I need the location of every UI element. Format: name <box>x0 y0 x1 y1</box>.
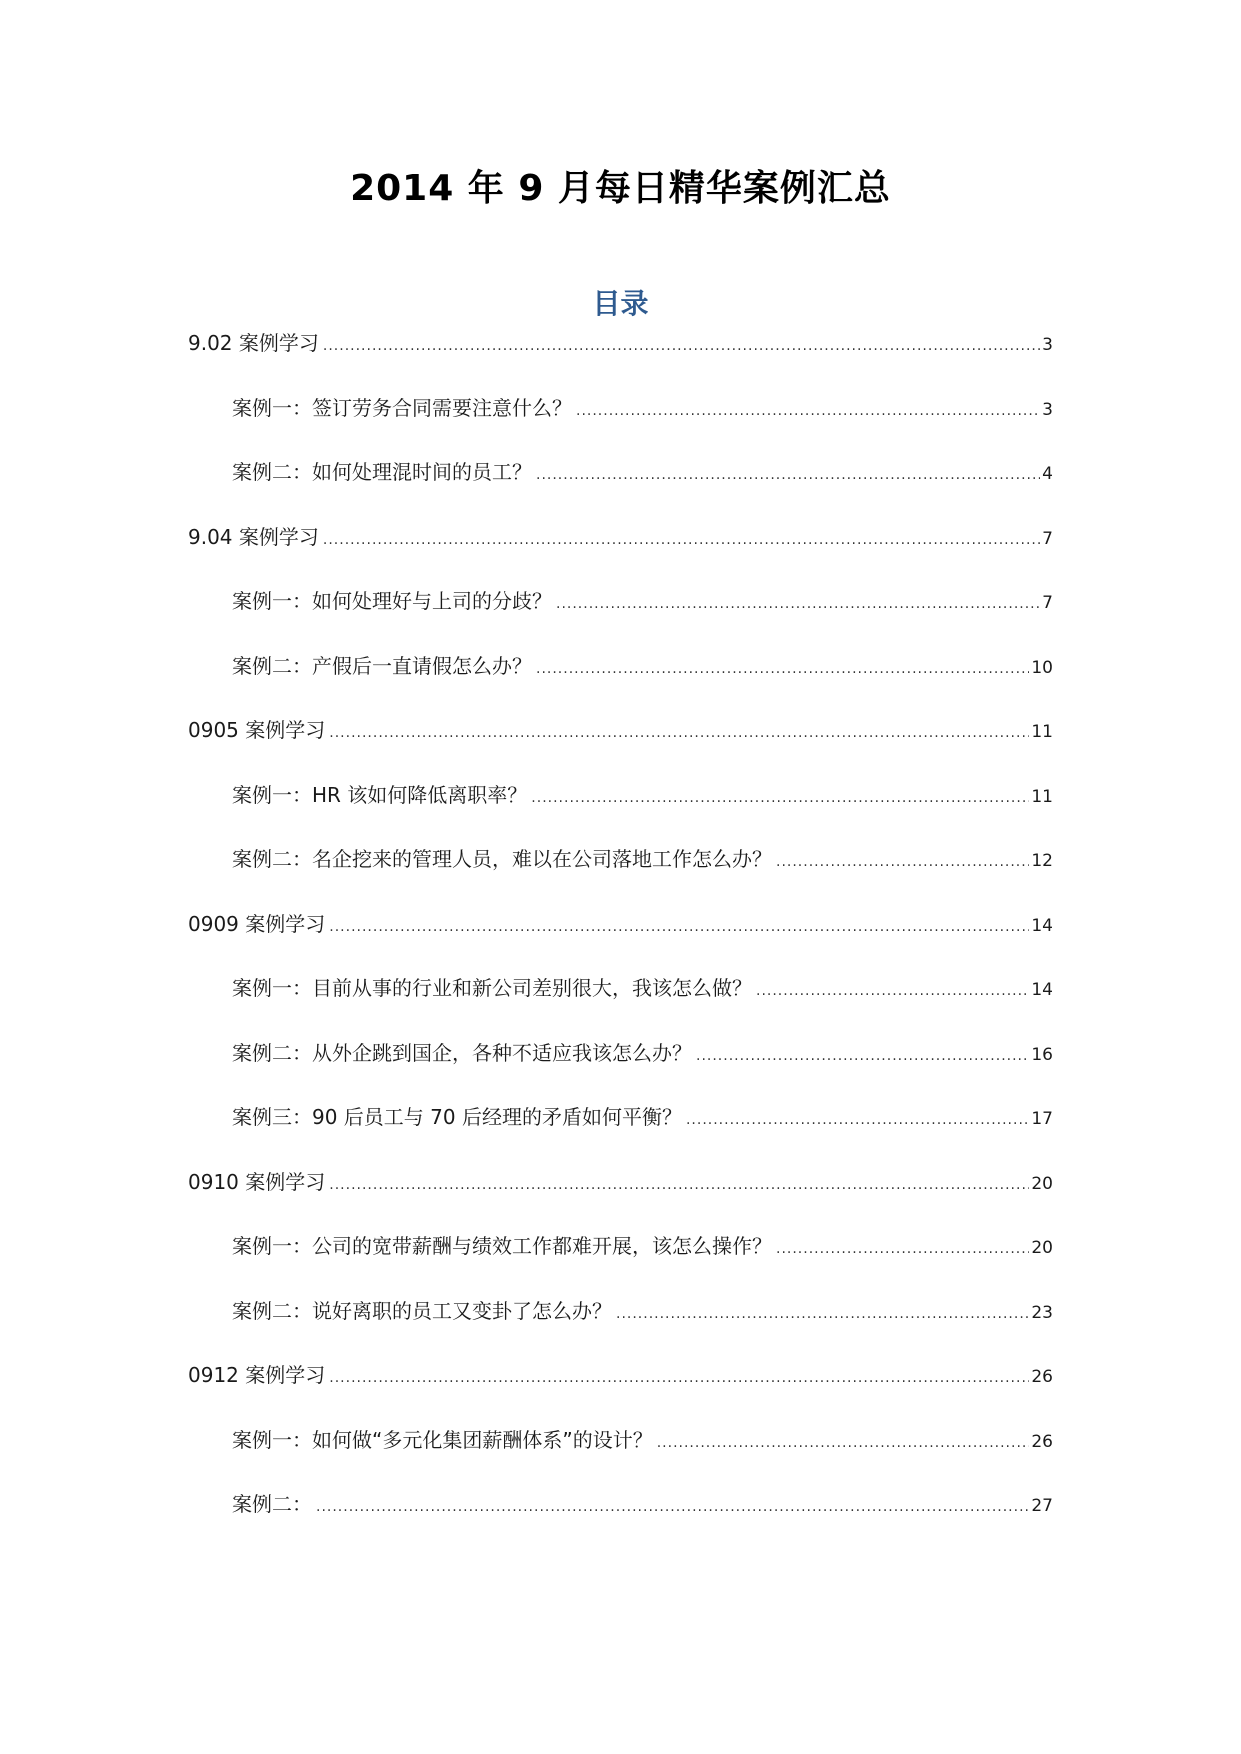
toc-entry-label: 9.02 案例学习 <box>188 331 319 355</box>
toc-dot-leader <box>323 526 1040 554</box>
toc-case-entry[interactable] <box>232 1490 1053 1518</box>
toc-page-number: 17 <box>1031 1109 1053 1129</box>
toc-entry-label: 案例一：如何处理好与上司的分歧？ <box>232 589 552 613</box>
toc-case-entry[interactable] <box>232 587 1053 615</box>
toc-dot-leader <box>686 1106 1029 1134</box>
toc-page-number: 7 <box>1042 593 1053 613</box>
toc-dot-leader <box>536 655 1029 683</box>
toc-page-number: 23 <box>1031 1302 1053 1323</box>
toc-entry-label: 案例二：名企挖来的管理人员，难以在公司落地工作怎么办？ <box>232 847 772 871</box>
toc-section-entry[interactable] <box>188 523 1053 551</box>
toc-section-entry[interactable] <box>188 910 1053 938</box>
toc-entry-label: 案例二： <box>232 1492 312 1516</box>
toc-dot-leader <box>776 848 1029 876</box>
toc-dot-leader <box>776 1235 1029 1263</box>
toc-dot-leader <box>329 1364 1029 1392</box>
toc-case-entry[interactable] <box>232 1426 1053 1454</box>
toc-entry-label: 0909 案例学习 <box>188 911 326 936</box>
toc-entry-label: 9.04 案例学习 <box>188 524 319 549</box>
toc-case-entry[interactable] <box>232 781 1053 809</box>
toc-page-number: 3 <box>1042 335 1053 355</box>
toc-entry-label: 案例二：如何处理混时间的员工？ <box>232 460 532 484</box>
toc-page-number: 14 <box>1031 980 1053 1000</box>
toc-dot-leader <box>756 977 1029 1005</box>
toc-heading: 目录 <box>592 287 649 320</box>
toc-case-entry[interactable] <box>232 1232 1053 1260</box>
toc-dot-leader <box>556 590 1040 618</box>
toc-entry-label: 案例二：说好离职的员工又变卦了怎么办？ <box>232 1298 612 1323</box>
toc-page-number: 26 <box>1031 1367 1053 1387</box>
toc-page-number: 10 <box>1031 657 1053 678</box>
toc-entry-label: 0912 案例学习 <box>188 1363 326 1387</box>
toc-entry-label: 0905 案例学习 <box>188 718 326 742</box>
toc-page-number: 16 <box>1031 1044 1053 1065</box>
toc-page-number: 4 <box>1042 464 1053 484</box>
toc-dot-leader <box>616 1300 1029 1328</box>
toc-case-entry[interactable] <box>232 1297 1053 1325</box>
toc-entry-label: 案例一：目前从事的行业和新公司差别很大，我该怎么做？ <box>232 976 752 1000</box>
toc-section-entry[interactable] <box>188 1361 1053 1389</box>
toc-entry-label: 案例一：HR 该如何降低离职率？ <box>232 782 528 807</box>
toc-entry-label: 案例二：从外企跳到国企，各种不适应我该怎么办？ <box>232 1040 692 1065</box>
toc-entry-label: 案例一：签订劳务合同需要注意什么？ <box>232 395 572 420</box>
toc-entry-label: 案例三：90 后员工与 70 后经理的矛盾如何平衡？ <box>232 1105 682 1129</box>
document-title: 2014 年 9 月每日精华案例汇总 <box>350 168 891 209</box>
toc-page-number: 27 <box>1031 1496 1053 1516</box>
toc-entry-label: 0910 案例学习 <box>188 1169 326 1194</box>
toc-page-number: 14 <box>1031 915 1053 936</box>
toc-dot-leader <box>576 397 1040 425</box>
toc-page-number: 12 <box>1031 851 1053 871</box>
toc-case-entry[interactable] <box>232 845 1053 873</box>
toc-case-entry[interactable] <box>232 1039 1053 1067</box>
toc-dot-leader <box>323 332 1040 360</box>
toc-page-number: 11 <box>1031 786 1053 807</box>
toc-case-entry[interactable] <box>232 1103 1053 1131</box>
toc-dot-leader <box>657 1429 1030 1457</box>
toc-section-entry[interactable] <box>188 716 1053 744</box>
toc-page-number: 11 <box>1031 722 1053 742</box>
toc-dot-leader <box>531 784 1029 812</box>
toc-page-number: 3 <box>1042 399 1053 420</box>
toc-section-entry[interactable] <box>188 329 1053 357</box>
toc-case-entry[interactable] <box>232 974 1053 1002</box>
toc-dot-leader <box>329 913 1029 941</box>
toc-case-entry[interactable] <box>232 458 1053 486</box>
toc-case-entry[interactable] <box>232 394 1053 422</box>
toc-page-number: 7 <box>1042 528 1053 549</box>
toc-dot-leader <box>316 1493 1029 1521</box>
toc-page-number: 26 <box>1031 1431 1053 1452</box>
toc-entry-label: 案例一：如何做“多元化集团薪酬体系”的设计？ <box>232 1427 653 1452</box>
toc-dot-leader <box>329 1171 1029 1199</box>
toc-page-number: 20 <box>1031 1173 1053 1194</box>
toc-entry-label: 案例二：产假后一直请假怎么办？ <box>232 653 532 678</box>
toc-dot-leader <box>696 1042 1029 1070</box>
toc-dot-leader <box>329 719 1029 747</box>
toc-entry-label: 案例一：公司的宽带薪酬与绩效工作都难开展，该怎么操作？ <box>232 1234 772 1258</box>
toc-case-entry[interactable] <box>232 652 1053 680</box>
toc-dot-leader <box>536 461 1040 489</box>
toc-section-entry[interactable] <box>188 1168 1053 1196</box>
toc-page-number: 20 <box>1031 1238 1053 1258</box>
